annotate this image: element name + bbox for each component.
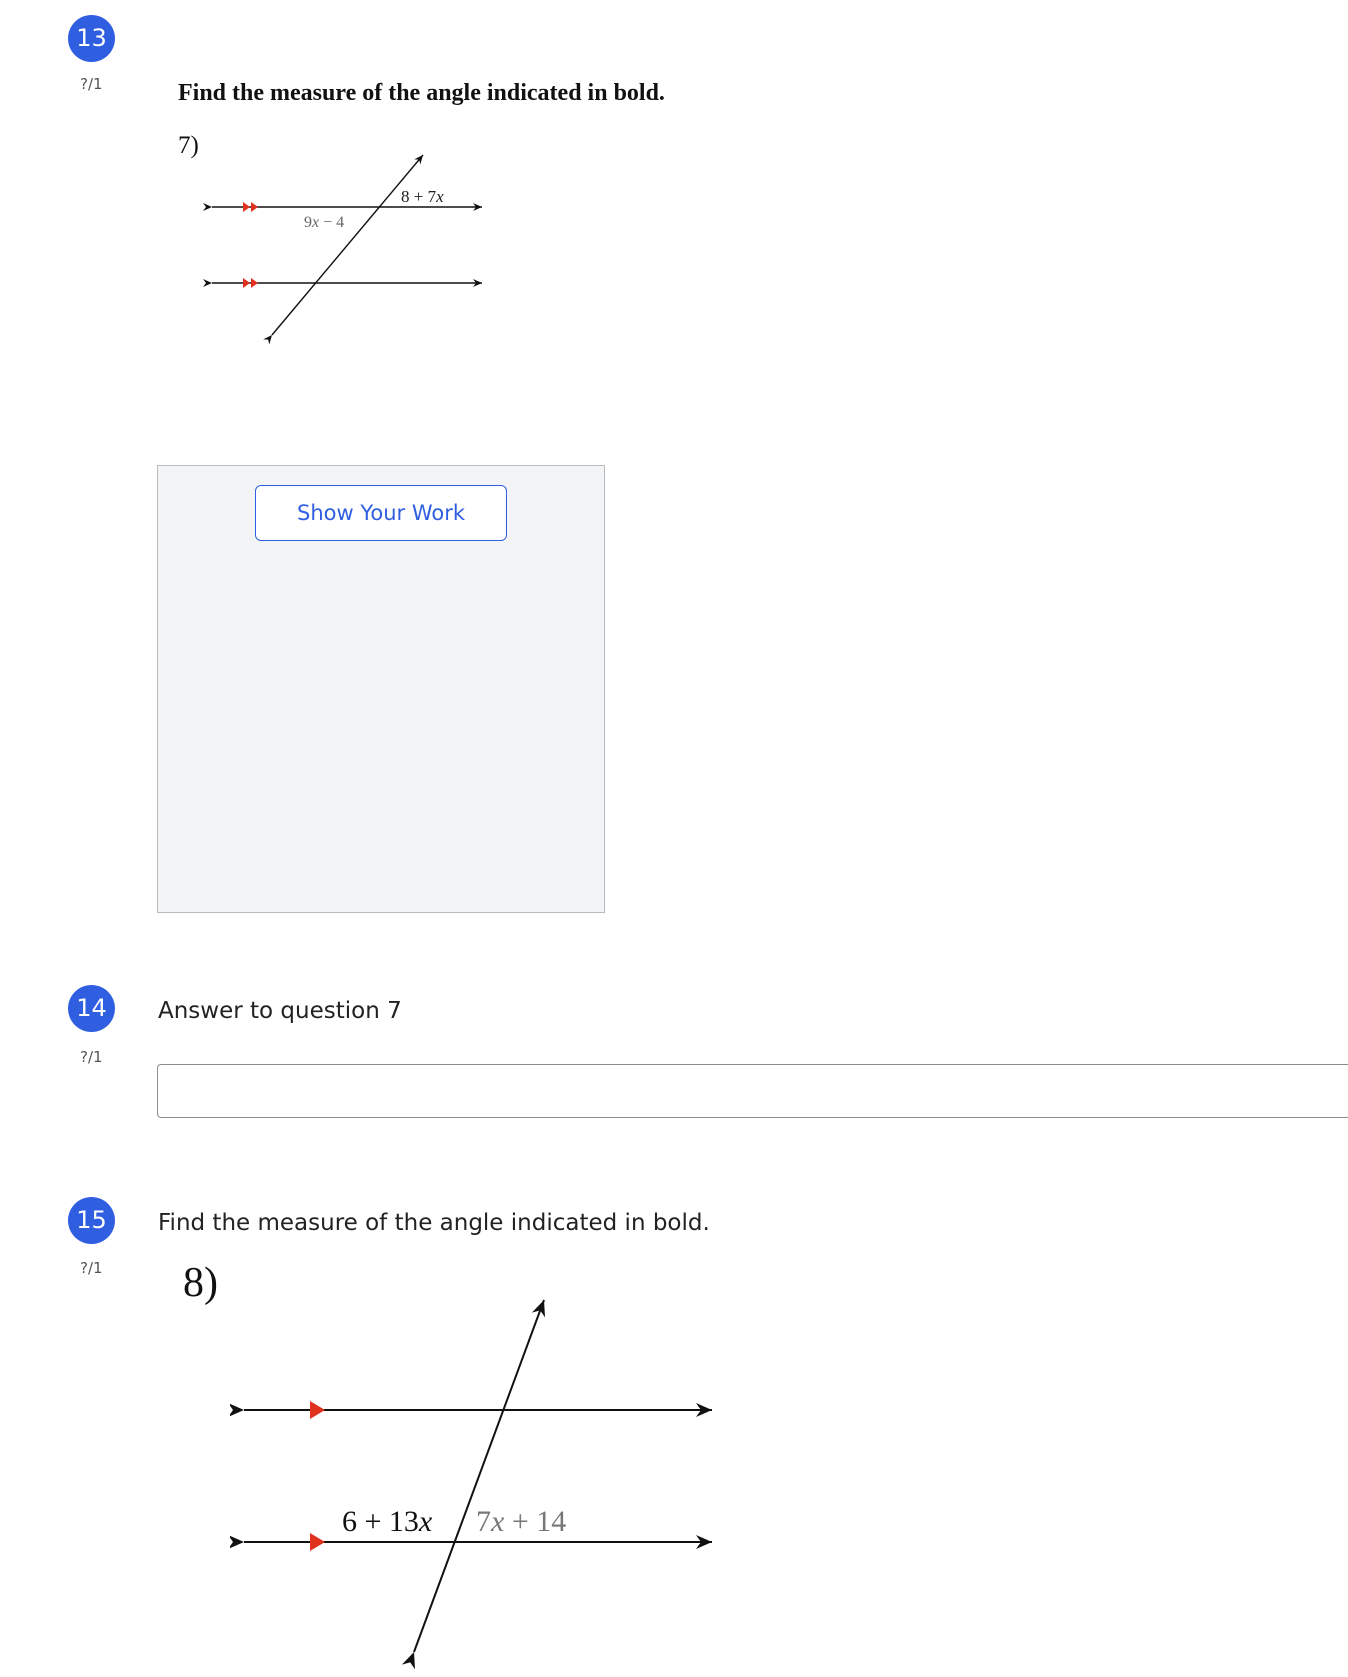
- question-15-score: ?/1: [80, 1259, 103, 1277]
- question-13-figure: [200, 145, 500, 345]
- question-14-number-badge: 14: [68, 985, 115, 1032]
- lower-angle-label: 9x − 4: [304, 214, 345, 231]
- question-13-score: ?/1: [80, 75, 103, 93]
- upper-angle-label: 8 + 7x: [401, 187, 444, 206]
- question-13-problem-number: 7): [178, 132, 199, 159]
- question-15-problem-number: 8): [183, 1260, 218, 1306]
- question-15-prompt: Find the measure of the angle indicated in bold.: [158, 1210, 710, 1236]
- question-15-figure: [230, 1290, 730, 1677]
- question-13-number-badge: 13: [68, 15, 115, 62]
- show-your-work-button[interactable]: Show Your Work: [255, 485, 507, 541]
- question-15-number-badge: 15: [68, 1197, 115, 1244]
- transversal-line: [272, 155, 423, 335]
- show-work-area[interactable]: [157, 465, 605, 913]
- question-14-prompt: Answer to question 7: [158, 998, 402, 1024]
- answer-input[interactable]: [157, 1064, 1348, 1118]
- transversal-line: [414, 1300, 544, 1652]
- upper-parallel-marker: [310, 1401, 325, 1419]
- right-angle-label: 7x + 14: [476, 1505, 567, 1538]
- lower-parallel-marker: [310, 1533, 325, 1551]
- question-14-score: ?/1: [80, 1048, 103, 1066]
- left-angle-label: 6 + 13x: [342, 1505, 433, 1538]
- question-13-prompt: Find the measure of the angle indicated in bold.: [178, 80, 665, 106]
